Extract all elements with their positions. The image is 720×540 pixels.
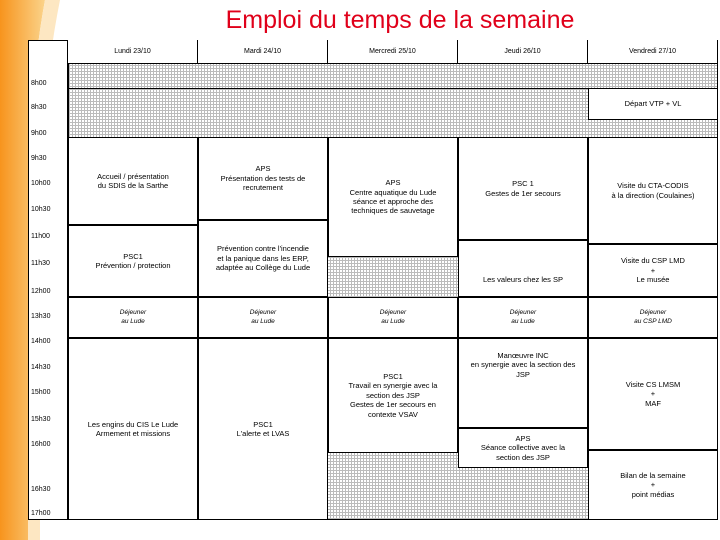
day-header-monday: Lundi 23/10 (68, 40, 198, 64)
page-title: Emploi du temps de la semaine (225, 6, 575, 34)
day-header-wednesday: Mercredi 25/10 (328, 40, 458, 64)
time-label: 16h00 (31, 441, 51, 448)
event-cell: Déjeuner au Lude (458, 297, 588, 338)
event-cell: PSC1 Prévention / protection (68, 225, 198, 297)
time-label: 10h00 (31, 180, 51, 187)
day-header-thursday: Jeudi 26/10 (458, 40, 588, 64)
time-label: 15h30 (31, 416, 51, 423)
time-label: 8h00 (31, 80, 47, 87)
time-label: 16h30 (31, 486, 51, 493)
event-cell: Les engins du CIS Le Lude Armement et missions (68, 338, 198, 520)
time-label: 9h30 (31, 155, 47, 162)
event-cell: Déjeuner au Lude (328, 297, 458, 338)
event-cell: Visite du CTA-CODIS à la direction (Coulaines) (588, 137, 718, 244)
event-cell: Déjeuner au CSP LMD (588, 297, 718, 338)
time-label: 14h00 (31, 338, 51, 345)
time-label: 17h00 (31, 510, 51, 517)
event-cell: Visite CS LMSM + MAF (588, 338, 718, 450)
event-cell: Bilan de la semaine + point médias (588, 450, 718, 520)
timetable (28, 40, 718, 520)
event-cell: Déjeuner au Lude (198, 297, 328, 338)
event-cell: Prévention contre l'incendie et la panique dans les ERP, adaptée au Collège du Lude (198, 220, 328, 297)
event-cell: Visite du CSP LMD + Le musée (588, 244, 718, 297)
time-label: 12h00 (31, 288, 51, 295)
event-cell: Manœuvre INC en synergie avec la section des JSP (458, 338, 588, 428)
event-cell: APS Séance collective avec la section des JSP (458, 428, 588, 468)
day-header-friday: Vendredi 27/10 (588, 40, 718, 64)
time-label: 15h00 (31, 389, 51, 396)
time-label: 14h30 (31, 364, 51, 371)
event-cell: Départ VTP + VL (588, 88, 718, 120)
time-label: 13h30 (31, 313, 51, 320)
event-cell: PSC1 Travail en synergie avec la section des JSP Gestes de 1er secours en contexte VSAV (328, 338, 458, 453)
time-column (28, 40, 68, 520)
time-label: 11h30 (31, 260, 50, 267)
event-cell: APS Présentation des tests de recrutement (198, 137, 328, 220)
time-label: 9h00 (31, 130, 47, 137)
event-cell: Déjeuner au Lude (68, 297, 198, 338)
event-cell: APS Centre aquatique du Lude séance et approche des techniques de sauvetage (328, 137, 458, 257)
time-label: 11h00 (31, 233, 50, 240)
event-cell: Accueil / présentation du SDIS de la Sarthe (68, 137, 198, 225)
day-header-tuesday: Mardi 24/10 (198, 40, 328, 64)
time-label: 8h30 (31, 104, 47, 111)
time-label: 10h30 (31, 206, 51, 213)
event-cell: Les valeurs chez les SP (458, 240, 588, 297)
event-cell: PSC1 L'alerte et LVAS (198, 338, 328, 520)
event-cell: PSC 1 Gestes de 1er secours (458, 137, 588, 240)
